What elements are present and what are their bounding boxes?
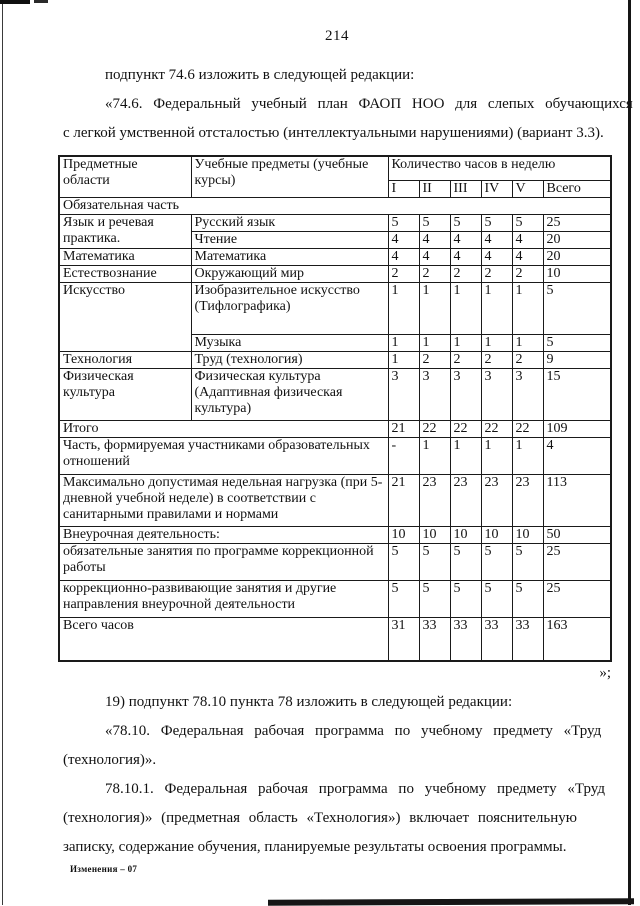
- summary-row: [59, 526, 611, 543]
- hours-cell: 5: [419, 214, 450, 231]
- scan-edge-right-line: [628, 0, 631, 905]
- hours-cell: 4: [450, 231, 481, 248]
- hours-cell: 2: [450, 351, 481, 368]
- outro-line: записку, содержание обучения, планируемые результаты освоения программы.: [63, 839, 567, 855]
- hours-total-cell: 15: [543, 368, 611, 420]
- summary-label: Часть, формируемая участниками образовательных отношений: [59, 437, 388, 474]
- hours-cell: 22: [481, 420, 512, 437]
- summary-label: Всего часов: [59, 617, 388, 661]
- hours-total-cell: 25: [543, 543, 611, 580]
- intro-line: с легкой умственной отсталостью (интеллектуальными нарушениями) (вариант 3.3).: [63, 125, 604, 141]
- hours-cell: 21: [388, 474, 419, 526]
- hours-cell: 1: [388, 282, 419, 334]
- summary-row: [59, 474, 611, 526]
- table-row: [59, 368, 611, 420]
- hours-cell: 1: [450, 334, 481, 351]
- hours-total-cell: 9: [543, 351, 611, 368]
- summary-label: коррекционно-развивающие занятия и другие направления внеурочной деятельности: [59, 580, 388, 617]
- hours-cell: 1: [481, 437, 512, 474]
- hours-cell: 10: [388, 526, 419, 543]
- summary-row: [59, 420, 611, 437]
- area-cell: Технология: [59, 351, 191, 368]
- hours-cell: 1: [419, 282, 450, 334]
- hours-total-cell: 163: [543, 617, 611, 661]
- intro-line: подпункт 74.6 изложить в следующей редакции:: [105, 67, 415, 83]
- hours-cell: 1: [481, 282, 512, 334]
- hours-cell: 1: [388, 334, 419, 351]
- table-row: [59, 265, 611, 282]
- curriculum-table: [58, 155, 612, 662]
- hours-cell: 33: [450, 617, 481, 661]
- hours-cell: 4: [481, 248, 512, 265]
- hours-cell: 23: [419, 474, 450, 526]
- hours-cell: 1: [419, 334, 450, 351]
- hours-cell: 1: [512, 437, 543, 474]
- hours-cell: 2: [481, 351, 512, 368]
- hours-total-cell: 25: [543, 214, 611, 231]
- grade-col-header: III: [450, 180, 481, 197]
- grade-col-header: IV: [481, 180, 512, 197]
- hours-cell: 10: [419, 526, 450, 543]
- hours-cell: 2: [388, 265, 419, 282]
- area-cell: Естествознание: [59, 265, 191, 282]
- grade-col-header: II: [419, 180, 450, 197]
- hours-cell: 4: [419, 248, 450, 265]
- header-hours: Количество часов в неделю: [388, 156, 611, 180]
- hours-total-cell: 113: [543, 474, 611, 526]
- summary-label: обязательные занятия по программе коррекционной работы: [59, 543, 388, 580]
- hours-total-cell: 109: [543, 420, 611, 437]
- outro-line: «78.10. Федеральная рабочая программа по учебному предмету «Труд: [105, 723, 602, 739]
- section-title-row: [59, 197, 611, 214]
- hours-total-cell: 5: [543, 334, 611, 351]
- table-row: [59, 214, 611, 231]
- hours-cell: 5: [450, 214, 481, 231]
- hours-cell: 23: [512, 474, 543, 526]
- hours-cell: 4: [481, 231, 512, 248]
- hours-total-cell: 50: [543, 526, 611, 543]
- hours-total-cell: 5: [543, 282, 611, 334]
- outro-line: (технология)» (предметная область «Технология») включает пояснительную: [63, 810, 577, 826]
- scan-corner-smudge: [0, 0, 30, 4]
- grade-col-header: Всего: [543, 180, 611, 197]
- hours-cell: 5: [481, 580, 512, 617]
- scan-corner-smudge: [34, 0, 48, 3]
- hours-cell: 3: [388, 368, 419, 420]
- hours-cell: 1: [388, 351, 419, 368]
- hours-cell: 5: [388, 543, 419, 580]
- hours-cell: 2: [419, 351, 450, 368]
- hours-cell: 4: [512, 248, 543, 265]
- outro-line: 19) подпункт 78.10 пункта 78 изложить в следующей редакции:: [105, 694, 513, 710]
- table-header-row: [59, 156, 611, 180]
- area-cell: Искусство: [59, 282, 191, 351]
- hours-cell: 10: [450, 526, 481, 543]
- table-row: [59, 282, 611, 334]
- hours-cell: 10: [481, 526, 512, 543]
- hours-total-cell: 10: [543, 265, 611, 282]
- summary-row: [59, 543, 611, 580]
- area-cell: Физическая культура: [59, 368, 191, 420]
- hours-cell: 5: [419, 580, 450, 617]
- hours-cell: 1: [512, 334, 543, 351]
- header-areas: Предметные области: [59, 156, 191, 197]
- closing-quote-mark: »;: [599, 665, 611, 681]
- hours-cell: 5: [512, 214, 543, 231]
- hours-cell: 5: [450, 543, 481, 580]
- area-cell: Математика: [59, 248, 191, 265]
- subject-cell: Изобразительное искусство (Тифлографика): [191, 282, 388, 334]
- hours-cell: 2: [481, 265, 512, 282]
- summary-label: Внеурочная деятельность:: [59, 526, 388, 543]
- table-row: [59, 351, 611, 368]
- hours-cell: 5: [419, 543, 450, 580]
- page-footer-label: Изменения – 07: [70, 864, 138, 874]
- hours-cell: 3: [450, 368, 481, 420]
- summary-row: [59, 617, 611, 661]
- document-page: [63, 26, 633, 862]
- hours-cell: 33: [481, 617, 512, 661]
- hours-cell: 3: [481, 368, 512, 420]
- hours-total-cell: 4: [543, 437, 611, 474]
- hours-cell: 2: [450, 265, 481, 282]
- summary-row: [59, 580, 611, 617]
- subject-cell: Труд (технология): [191, 351, 388, 368]
- header-subjects: Учебные предметы (учебные курсы): [191, 156, 388, 197]
- hours-total-cell: 20: [543, 248, 611, 265]
- summary-label: Итого: [59, 420, 388, 437]
- hours-cell: 4: [388, 248, 419, 265]
- hours-cell: 3: [512, 368, 543, 420]
- hours-cell: 5: [512, 580, 543, 617]
- hours-cell: 2: [512, 265, 543, 282]
- hours-total-cell: 20: [543, 231, 611, 248]
- summary-row: [59, 437, 611, 474]
- hours-cell: 5: [512, 543, 543, 580]
- hours-cell: 23: [481, 474, 512, 526]
- hours-cell: 1: [419, 437, 450, 474]
- summary-label: Максимально допустимая недельная нагрузка (при 5-дневной учебной неделе) в соответствии с санитарными правилами и нормами: [59, 474, 388, 526]
- hours-cell: 22: [512, 420, 543, 437]
- outro-line: 78.10.1. Федеральная рабочая программа по учебному предмету «Труд: [105, 781, 605, 797]
- hours-cell: 21: [388, 420, 419, 437]
- subject-cell: Музыка: [191, 334, 388, 351]
- hours-cell: 33: [419, 617, 450, 661]
- section-title: Обязательная часть: [59, 197, 611, 214]
- subject-cell: Окружающий мир: [191, 265, 388, 282]
- hours-cell: 22: [419, 420, 450, 437]
- page-number: 214: [325, 28, 349, 44]
- subject-cell: Математика: [191, 248, 388, 265]
- hours-cell: 5: [481, 214, 512, 231]
- scan-edge-left-line: [2, 0, 3, 905]
- hours-cell: 22: [450, 420, 481, 437]
- hours-cell: 5: [450, 580, 481, 617]
- subject-cell: Русский язык: [191, 214, 388, 231]
- hours-cell: 5: [481, 543, 512, 580]
- hours-cell: 10: [512, 526, 543, 543]
- hours-cell: 4: [419, 231, 450, 248]
- hours-cell: -: [388, 437, 419, 474]
- hours-cell: 1: [481, 334, 512, 351]
- hours-cell: 5: [388, 214, 419, 231]
- hours-cell: 4: [512, 231, 543, 248]
- hours-cell: 4: [388, 231, 419, 248]
- outro-line: (технология)».: [63, 752, 157, 768]
- hours-cell: 5: [388, 580, 419, 617]
- grade-col-header: I: [388, 180, 419, 197]
- hours-cell: 2: [512, 351, 543, 368]
- hours-cell: 4: [450, 248, 481, 265]
- hours-cell: 23: [450, 474, 481, 526]
- hours-cell: 31: [388, 617, 419, 661]
- subject-cell: Чтение: [191, 231, 388, 248]
- intro-line: «74.6. Федеральный учебный план ФАОП НОО для слепых обучающихся: [105, 96, 633, 112]
- hours-cell: 1: [450, 282, 481, 334]
- hours-cell: 3: [419, 368, 450, 420]
- hours-total-cell: 25: [543, 580, 611, 617]
- subject-cell: Физическая культура (Адаптивная физическая культура): [191, 368, 388, 420]
- hours-cell: 1: [512, 282, 543, 334]
- hours-cell: 33: [512, 617, 543, 661]
- hours-cell: 1: [450, 437, 481, 474]
- hours-cell: 2: [419, 265, 450, 282]
- grade-col-header: V: [512, 180, 543, 197]
- table-row: [59, 248, 611, 265]
- area-cell: Язык и речевая практика.: [59, 214, 191, 248]
